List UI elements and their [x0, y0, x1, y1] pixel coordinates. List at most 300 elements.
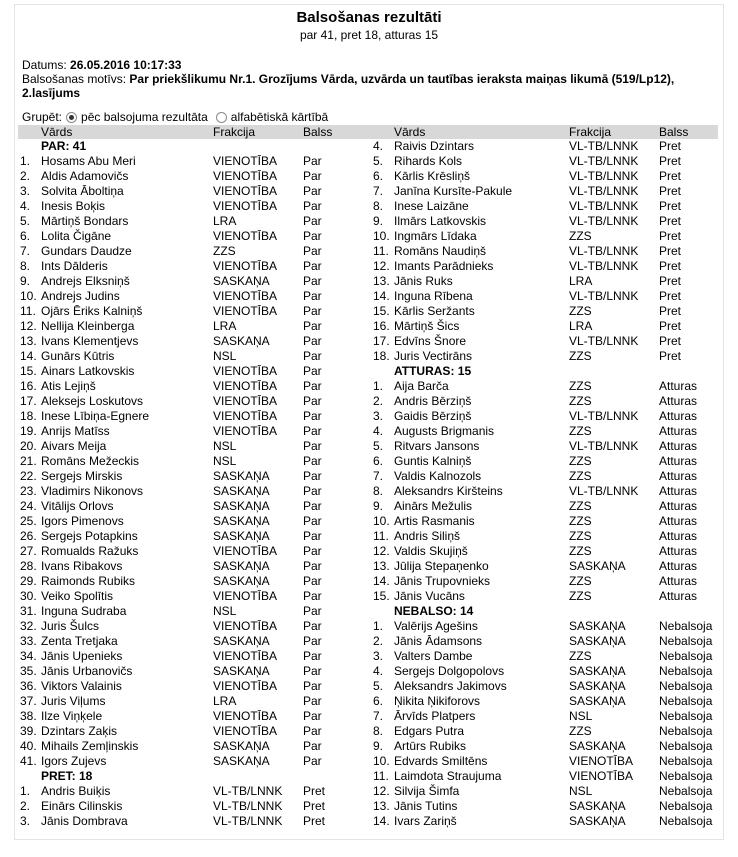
section-heading-label: PAR: 41	[41, 139, 87, 153]
deputy-name: Valters Dambe	[394, 649, 473, 663]
deputy-vote: Pret	[659, 184, 682, 198]
row-number: 3.	[373, 409, 384, 423]
row-number: 1.	[20, 784, 31, 798]
deputy-faction: VIENOTĪBA	[213, 679, 278, 693]
deputy-faction: VL-TB/LNNK	[569, 334, 639, 348]
row-number: 36.	[20, 679, 37, 693]
deputy-name: Igors Zujevs	[41, 754, 107, 768]
deputy-vote: Par	[303, 664, 322, 678]
deputy-name: Andrejs Judins	[41, 289, 120, 303]
deputy-name: Jānis Upenieks	[41, 649, 123, 663]
deputy-vote: Par	[303, 739, 322, 753]
row-number: 9.	[373, 214, 384, 228]
deputy-vote: Atturas	[659, 559, 698, 573]
deputy-row	[373, 649, 718, 664]
deputy-row	[20, 229, 355, 244]
deputy-vote: Nebalsoja	[659, 709, 713, 723]
deputy-name: Andrejs Elksniņš	[41, 274, 130, 288]
deputy-name: Viktors Valainis	[41, 679, 122, 693]
deputy-faction: SASKAŅA	[213, 634, 270, 648]
deputy-name: Ņikita Ņikiforovs	[394, 694, 481, 708]
deputy-faction: VL-TB/LNNK	[569, 139, 639, 153]
row-number: 3.	[373, 649, 384, 663]
row-number: 6.	[373, 454, 384, 468]
deputy-faction: VIENOTĪBA	[213, 409, 278, 423]
deputy-faction: VIENOTĪBA	[213, 589, 278, 603]
deputy-row	[20, 439, 355, 454]
deputy-name: Atis Lejiņš	[41, 379, 96, 393]
deputy-vote: Atturas	[659, 424, 698, 438]
deputy-row	[373, 484, 718, 499]
deputy-vote: Par	[303, 499, 322, 513]
deputy-faction: SASKAŅA	[213, 559, 270, 573]
row-number: 8.	[20, 259, 31, 273]
deputy-row	[373, 499, 718, 514]
deputy-name: Aleksandrs Kiršteins	[394, 484, 503, 498]
deputy-faction: VL-TB/LNNK	[569, 199, 639, 213]
row-number: 1.	[373, 619, 384, 633]
row-number: 35.	[20, 664, 37, 678]
deputy-vote: Par	[303, 199, 322, 213]
row-number: 13.	[373, 559, 390, 573]
row-number: 20.	[20, 439, 37, 453]
deputy-row	[20, 274, 355, 289]
row-number: 8.	[373, 724, 384, 738]
deputy-faction: VIENOTĪBA	[213, 724, 278, 738]
deputy-vote: Par	[303, 724, 322, 738]
deputy-name: Ilze Viņķele	[41, 709, 103, 723]
row-number: 13.	[20, 334, 37, 348]
grouping-control	[22, 110, 328, 124]
row-number: 28.	[20, 559, 37, 573]
deputy-faction: SASKAŅA	[569, 679, 626, 693]
deputy-vote: Par	[303, 679, 322, 693]
row-number: 13.	[373, 799, 390, 813]
deputy-vote: Par	[303, 229, 322, 243]
deputy-name: Kārlis Krēsliņš	[394, 169, 471, 183]
deputy-faction: VIENOTĪBA	[213, 649, 278, 663]
deputy-faction: ZZS	[569, 724, 592, 738]
deputy-name: Raimonds Rubiks	[41, 574, 136, 588]
deputy-faction: VL-TB/LNNK	[569, 289, 639, 303]
col-header-faction: Frakcija	[569, 125, 612, 139]
deputy-name: Inesis Boķis	[41, 199, 106, 213]
row-number: 18.	[373, 349, 390, 363]
deputy-name: Dzintars Zaķis	[41, 724, 118, 738]
deputy-row	[20, 394, 355, 409]
deputy-faction: SASKAŅA	[213, 529, 270, 543]
deputy-vote: Par	[303, 319, 322, 333]
deputy-name: Juris Vectirāns	[394, 349, 473, 363]
deputy-row	[373, 139, 718, 154]
deputy-vote: Pret	[303, 799, 326, 813]
row-number: 10.	[20, 289, 37, 303]
deputy-row	[373, 349, 718, 364]
deputy-vote: Par	[303, 214, 322, 228]
deputy-vote: Pret	[659, 199, 682, 213]
deputy-faction: ZZS	[569, 574, 592, 588]
deputy-name: Juris Šulcs	[41, 619, 100, 633]
row-number: 19.	[20, 424, 37, 438]
deputy-row	[373, 199, 718, 214]
deputy-name: Jūlija Stepaņenko	[394, 559, 489, 573]
deputy-name: Imants Parādnieks	[394, 259, 494, 273]
deputy-faction: SASKAŅA	[213, 334, 270, 348]
deputy-row	[373, 334, 718, 349]
deputy-vote: Atturas	[659, 499, 698, 513]
deputy-row	[373, 784, 718, 799]
deputy-row	[373, 154, 718, 169]
deputy-row	[373, 184, 718, 199]
row-number: 4.	[20, 199, 31, 213]
deputy-name: Ivans Klementjevs	[41, 334, 139, 348]
deputy-row	[20, 739, 355, 754]
deputy-row	[373, 769, 718, 784]
row-number: 7.	[373, 469, 384, 483]
deputy-vote: Par	[303, 469, 322, 483]
deputy-faction: ZZS	[569, 454, 592, 468]
deputy-row	[373, 439, 718, 454]
deputy-row	[20, 469, 355, 484]
section-heading	[373, 364, 718, 379]
deputy-row	[373, 574, 718, 589]
deputy-row	[20, 514, 355, 529]
group-by-result-label[interactable]: pēc balsojuma rezultāta	[81, 110, 208, 124]
deputy-faction: ZZS	[569, 469, 592, 483]
deputy-vote: Par	[303, 394, 322, 408]
deputy-faction: ZZS	[569, 229, 592, 243]
deputy-row	[20, 454, 355, 469]
deputy-row	[20, 319, 355, 334]
deputy-vote: Atturas	[659, 394, 698, 408]
deputy-name: Juris Viļums	[41, 694, 106, 708]
deputy-faction: VL-TB/LNNK	[213, 784, 283, 798]
group-alphabetical-radio[interactable]	[216, 112, 227, 123]
deputy-faction: NSL	[213, 349, 237, 363]
row-number: 9.	[20, 274, 31, 288]
deputy-faction: VIENOTĪBA	[213, 304, 278, 318]
deputy-name: Aldis Adamovičs	[41, 169, 129, 183]
row-number: 25.	[20, 514, 37, 528]
deputy-vote: Pret	[659, 274, 682, 288]
row-number: 5.	[373, 679, 384, 693]
deputy-row	[20, 559, 355, 574]
deputy-faction: SASKAŅA	[213, 574, 270, 588]
deputy-name: Valdis Kalnozols	[394, 469, 482, 483]
deputy-vote: Atturas	[659, 514, 698, 528]
deputy-row	[20, 544, 355, 559]
deputy-vote: Par	[303, 409, 322, 423]
section-heading-label: PRET: 18	[41, 769, 93, 783]
deputy-vote: Par	[303, 424, 322, 438]
deputy-row	[373, 634, 718, 649]
deputy-row	[373, 304, 718, 319]
deputy-row	[20, 169, 355, 184]
deputy-name: Kārlis Seržants	[394, 304, 475, 318]
deputy-faction: ZZS	[569, 379, 592, 393]
deputy-row	[373, 754, 718, 769]
row-number: 9.	[373, 739, 384, 753]
row-number: 32.	[20, 619, 37, 633]
deputy-faction: ZZS	[213, 244, 236, 258]
deputy-name: Inguna Rībena	[394, 289, 473, 303]
row-number: 11.	[20, 304, 36, 318]
deputy-name: Anrijs Matīss	[41, 424, 110, 438]
deputy-vote: Par	[303, 289, 322, 303]
deputy-vote: Nebalsoja	[659, 754, 713, 768]
deputy-name: Augusts Brigmanis	[394, 424, 495, 438]
row-number: 9.	[373, 499, 384, 513]
row-number: 13.	[373, 274, 390, 288]
column-headers	[373, 125, 718, 139]
deputy-faction: VL-TB/LNNK	[569, 169, 639, 183]
deputy-vote: Atturas	[659, 544, 698, 558]
date-label: Datums:	[22, 58, 67, 72]
deputy-name: Einārs Cilinskis	[41, 799, 123, 813]
group-alphabetical-label[interactable]: alfabētiskā kārtībā	[230, 110, 329, 124]
row-number: 7.	[20, 244, 31, 258]
deputy-faction: SASKAŅA	[569, 739, 626, 753]
deputy-faction: VIENOTĪBA	[569, 769, 634, 783]
deputy-row	[373, 244, 718, 259]
deputy-vote: Par	[303, 709, 322, 723]
deputy-name: Valērijs Agešins	[394, 619, 478, 633]
deputy-faction: SASKAŅA	[213, 484, 270, 498]
deputy-faction: ZZS	[569, 499, 592, 513]
deputy-faction: SASKAŅA	[569, 634, 626, 648]
deputy-faction: VIENOTĪBA	[213, 544, 278, 558]
deputy-row	[373, 289, 718, 304]
deputy-faction: VL-TB/LNNK	[569, 244, 639, 258]
deputy-vote: Par	[303, 574, 322, 588]
deputy-name: Ints Dālderis	[41, 259, 108, 273]
row-number: 10.	[373, 229, 390, 243]
deputy-name: Janīna Kursīte-Pakule	[394, 184, 513, 198]
deputy-row	[20, 409, 355, 424]
deputy-row	[20, 709, 355, 724]
deputy-name: Ingmārs Līdaka	[394, 229, 477, 243]
deputy-vote: Par	[303, 634, 322, 648]
row-number: 5.	[373, 154, 384, 168]
row-number: 34.	[20, 649, 37, 663]
deputy-vote: Par	[303, 529, 322, 543]
deputy-faction: VIENOTĪBA	[213, 364, 278, 378]
deputy-faction: NSL	[213, 604, 237, 618]
deputy-vote: Pret	[659, 289, 682, 303]
deputy-name: Inguna Sudraba	[41, 604, 127, 618]
deputy-faction: VIENOTĪBA	[213, 259, 278, 273]
deputy-row	[20, 574, 355, 589]
deputy-row	[20, 244, 355, 259]
deputy-name: Vitālijs Orlovs	[41, 499, 114, 513]
column-headers	[20, 125, 355, 139]
row-number: 11.	[373, 529, 389, 543]
deputy-row	[373, 169, 718, 184]
deputy-name: Jānis Ādamsons	[394, 634, 483, 648]
deputy-row	[373, 529, 718, 544]
deputy-vote: Nebalsoja	[659, 634, 713, 648]
deputy-name: Ārvīds Platpers	[394, 709, 476, 723]
row-number: 12.	[373, 784, 390, 798]
deputy-name: Hosams Abu Meri	[41, 154, 136, 168]
deputy-row	[373, 379, 718, 394]
deputy-vote: Pret	[659, 154, 682, 168]
row-number: 15.	[373, 589, 390, 603]
deputy-faction: VIENOTĪBA	[213, 289, 278, 303]
deputy-name: Veiko Spolītis	[41, 589, 114, 603]
deputy-row	[373, 319, 718, 334]
deputy-vote: Pret	[659, 139, 682, 153]
row-number: 21.	[20, 454, 37, 468]
deputy-faction: SASKAŅA	[569, 559, 626, 573]
deputy-faction: SASKAŅA	[569, 814, 626, 828]
deputy-name: Artis Rasmanis	[394, 514, 475, 528]
deputy-name: Andris Buiķis	[41, 784, 111, 798]
row-number: 2.	[373, 394, 384, 408]
deputy-row	[373, 454, 718, 469]
deputy-name: Ojārs Ēriks Kalniņš	[41, 304, 143, 318]
row-number: 4.	[373, 139, 384, 153]
row-number: 6.	[20, 229, 31, 243]
deputy-vote: Par	[303, 274, 322, 288]
row-number: 10.	[373, 514, 390, 528]
deputy-faction: ZZS	[569, 649, 592, 663]
deputy-row	[20, 634, 355, 649]
deputy-name: Solvita Āboltiņa	[41, 184, 124, 198]
deputy-row	[20, 619, 355, 634]
deputy-row	[20, 589, 355, 604]
row-number: 18.	[20, 409, 37, 423]
deputy-vote: Atturas	[659, 529, 698, 543]
row-number: 12.	[373, 544, 390, 558]
row-number: 2.	[373, 634, 384, 648]
deputy-name: Artūrs Rubiks	[394, 739, 467, 753]
deputy-row	[20, 199, 355, 214]
deputy-faction: LRA	[569, 319, 593, 333]
deputy-name: Aleksejs Loskutovs	[41, 394, 144, 408]
deputy-faction: SASKAŅA	[569, 619, 626, 633]
deputy-name: Edvards Smiltēns	[394, 754, 488, 768]
deputy-faction: SASKAŅA	[213, 739, 270, 753]
deputy-name: Inese Lībiņa-Egnere	[41, 409, 150, 423]
deputy-faction: VL-TB/LNNK	[213, 814, 283, 828]
deputy-row	[20, 679, 355, 694]
deputy-faction: ZZS	[569, 589, 592, 603]
deputy-row	[20, 259, 355, 274]
deputy-name: Silvija Šimfa	[394, 784, 460, 798]
row-number: 26.	[20, 529, 37, 543]
row-number: 37.	[20, 694, 37, 708]
deputy-row	[373, 214, 718, 229]
deputy-name: Andris Siliņš	[394, 529, 461, 543]
group-by-result-radio[interactable]	[66, 112, 77, 123]
deputy-faction: NSL	[213, 454, 237, 468]
deputy-row	[373, 544, 718, 559]
deputy-name: Inese Laizāne	[394, 199, 469, 213]
deputy-faction: VIENOTĪBA	[213, 709, 278, 723]
deputy-faction: VIENOTĪBA	[213, 379, 278, 393]
row-number: 14.	[20, 349, 37, 363]
deputy-vote: Pret	[659, 259, 682, 273]
deputy-name: Lolita Čigāne	[41, 229, 112, 243]
deputy-row	[20, 304, 355, 319]
row-number: 40.	[20, 739, 37, 753]
deputy-faction: ZZS	[569, 349, 592, 363]
grouping-label: Grupēt:	[22, 110, 63, 124]
deputy-vote: Pret	[659, 169, 682, 183]
deputy-row	[20, 529, 355, 544]
deputy-name: Ivans Ribakovs	[41, 559, 123, 573]
deputy-name: Zenta Tretjaka	[41, 634, 118, 648]
deputy-vote: Nebalsoja	[659, 664, 713, 678]
row-number: 27.	[20, 544, 37, 558]
row-number: 3.	[20, 184, 31, 198]
date-line	[22, 58, 181, 72]
deputy-row	[20, 604, 355, 619]
deputy-faction: VIENOTĪBA	[213, 394, 278, 408]
motive-text-cont: 2.lasījums	[22, 86, 81, 100]
row-number: 1.	[20, 154, 31, 168]
col-header-name: Vārds	[41, 125, 73, 139]
deputy-name: Romāns Mežeckis	[41, 454, 140, 468]
section-heading	[20, 769, 355, 784]
deputy-vote: Par	[303, 604, 322, 618]
section-heading	[373, 604, 718, 619]
deputy-name: Nellija Kleinberga	[41, 319, 135, 333]
deputy-name: Jānis Trupovnieks	[394, 574, 491, 588]
row-number: 17.	[20, 394, 37, 408]
deputy-vote: Par	[303, 694, 322, 708]
deputy-name: Jānis Urbanovičs	[41, 664, 133, 678]
row-number: 16.	[20, 379, 37, 393]
deputy-vote: Atturas	[659, 439, 698, 453]
deputy-row	[20, 814, 355, 829]
deputy-faction: VL-TB/LNNK	[213, 799, 283, 813]
section-heading	[20, 139, 355, 154]
deputy-vote: Par	[303, 349, 322, 363]
deputy-faction: SASKAŅA	[213, 514, 270, 528]
deputy-row	[373, 694, 718, 709]
row-number: 12.	[20, 319, 37, 333]
deputy-vote: Par	[303, 184, 322, 198]
deputy-faction: LRA	[213, 694, 237, 708]
deputy-vote: Pret	[659, 349, 682, 363]
deputy-row	[373, 799, 718, 814]
deputy-faction: SASKAŅA	[569, 799, 626, 813]
deputy-faction: SASKAŅA	[569, 664, 626, 678]
row-number: 38.	[20, 709, 37, 723]
deputy-vote: Pret	[659, 319, 682, 333]
deputy-faction: SASKAŅA	[569, 694, 626, 708]
row-number: 14.	[373, 289, 390, 303]
deputy-faction: VL-TB/LNNK	[569, 184, 639, 198]
deputy-row	[373, 259, 718, 274]
row-number: 11.	[373, 769, 389, 783]
deputy-faction: ZZS	[569, 394, 592, 408]
deputy-row	[373, 469, 718, 484]
deputy-vote: Pret	[659, 244, 682, 258]
deputy-vote: Nebalsoja	[659, 724, 713, 738]
deputy-row	[20, 664, 355, 679]
vote-summary: par 41, pret 18, atturas 15	[299, 28, 439, 42]
deputy-name: Mārtiņš Bondars	[41, 214, 129, 228]
deputy-faction: ZZS	[569, 529, 592, 543]
deputy-row	[373, 559, 718, 574]
deputy-vote: Nebalsoja	[659, 739, 713, 753]
deputy-name: Jānis Dombrava	[41, 814, 128, 828]
deputy-name: Andris Bērziņš	[394, 394, 472, 408]
deputy-vote: Nebalsoja	[659, 799, 713, 813]
